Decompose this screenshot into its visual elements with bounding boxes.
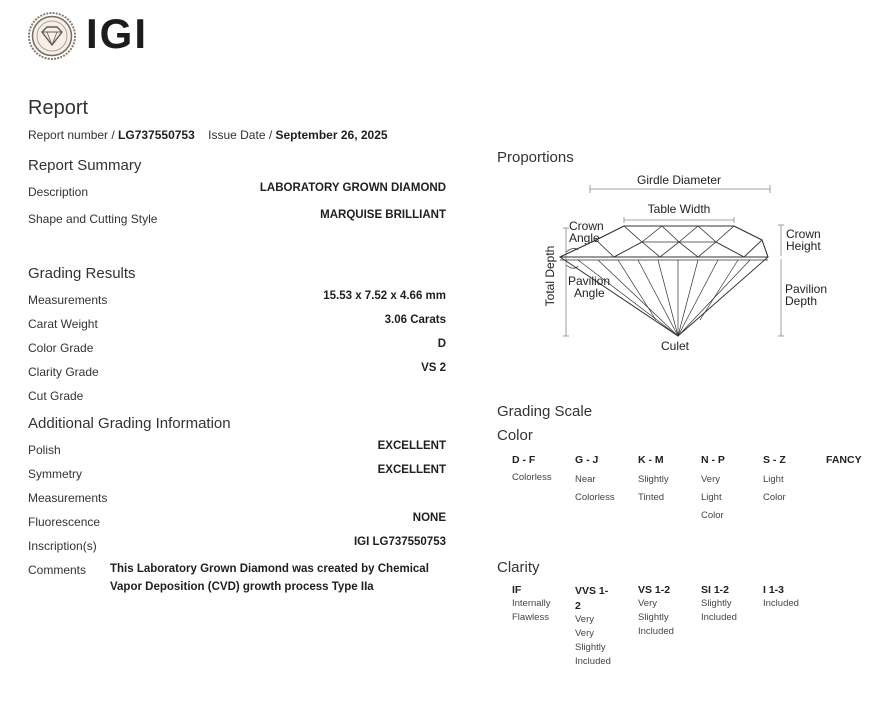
summary-heading: Report Summary [28,157,142,174]
color-grade-desc-line: Color [701,510,724,521]
color-grade-desc-line: Colorless [575,492,615,503]
comments-value [110,560,429,596]
summary-value: LABORATORY GROWN DIAMOND [259,182,446,194]
color-grade-desc-line: Very [701,474,721,485]
issue-date-label: Issue Date / [208,128,276,142]
clarity-grade-desc [763,597,799,611]
color-grade-desc [512,471,552,485]
clarity-grade-desc-line: Very [575,614,595,625]
summary-label: Shape and Cutting Style [28,212,158,226]
clarity-scale-heading: Clarity [497,559,540,576]
clarity-grade-desc-line: Included [763,598,799,609]
report-number: LG737550753 [118,128,195,142]
color-grade-desc [575,471,615,507]
grading-value: VS 2 [421,362,446,374]
additional-heading: Additional Grading Information [28,415,231,432]
color-grade-code: S - Z [763,454,786,466]
grading-scale-heading: Grading Scale [497,403,593,420]
total-depth-label: Total Depth [543,245,557,307]
color-grade-desc-line: Color [763,492,786,503]
pavilion-depth-label: Depth [785,294,818,308]
color-grade-code: K - M [638,454,664,466]
color-grade-desc-line: Light [701,492,722,503]
clarity-grade-desc-line: Very [575,628,595,639]
culet-label: Culet [660,339,690,353]
additional-label: Symmetry [28,467,82,481]
grading-label: Measurements [28,293,108,307]
report-number-label: Report number / [28,128,119,142]
grading-value: D [437,338,446,350]
grading-label: Clarity Grade [28,365,99,379]
color-grade-code: D - F [512,454,536,466]
additional-label: Fluorescence [28,515,101,529]
comments-label: Comments [28,563,87,577]
clarity-grade-desc-line: Included [701,612,737,623]
color-grade-desc [638,471,669,507]
clarity-grade-desc [575,613,611,669]
proportions-heading: Proportions [497,149,574,166]
clarity-grade-desc-line: Internally [512,598,551,609]
color-grade-desc-line: Near [575,474,596,485]
crown-height-label: Height [786,239,821,253]
clarity-grade-code: VS 1-2 [638,584,671,596]
clarity-grade-desc [512,597,551,625]
color-grade-desc [701,471,724,525]
additional-label: Measurements [28,491,108,505]
additional-value: EXCELLENT [377,464,446,476]
additional-value: EXCELLENT [377,440,446,452]
color-grade-code: FANCY [826,454,862,466]
proportions-diagram [538,170,828,360]
grading-heading: Grading Results [28,265,136,282]
clarity-grade-desc-line: Flawless [512,612,549,623]
grading-value: 3.06 Carats [384,314,446,326]
color-grade-desc-line: Colorless [512,472,552,483]
comments-line: This Laboratory Grown Diamond was created by Chemical [110,563,429,575]
clarity-grade-code: SI 1-2 [701,584,730,596]
crown-angle-label: Crown [569,219,604,233]
brand-logo-text: IGI [86,10,149,57]
issue-date: September 26, 2025 [275,128,388,142]
igi-seal-icon [28,12,76,60]
crown-height-label: Crown [786,227,821,241]
color-grade-desc-line: Tinted [638,492,665,503]
grading-label: Color Grade [28,341,94,355]
clarity-grade-desc [638,597,674,639]
additional-value: NONE [412,512,446,524]
comments-line: Vapor Deposition (CVD) growth process Type IIa [110,581,374,593]
clarity-grade-desc [701,597,737,625]
clarity-grade-code-line: VVS 1- [575,585,609,597]
clarity-grade-code-line: 2 [575,600,581,612]
pavilion-angle-label: Angle [574,286,605,300]
girdle-diameter-label: Girdle Diameter [636,173,722,187]
summary-label: Description [28,185,89,199]
color-grade-desc-line: Light [763,474,784,485]
clarity-grade-code: I 1-3 [763,584,785,596]
color-grade-code: N - P [701,454,725,466]
color-grade-desc [763,471,786,507]
clarity-grade-desc-line: Slightly [638,612,669,623]
crown-angle-label: Angle [569,231,600,245]
pavilion-angle-label: Pavilion [568,274,611,288]
additional-label: Inscription(s) [28,539,97,553]
clarity-grade-desc-line: Very [638,598,658,609]
clarity-grade-desc-line: Included [638,626,674,637]
grading-value: 15.53 x 7.52 x 4.66 mm [323,290,446,302]
color-grade-code: G - J [575,454,599,466]
grading-label: Cut Grade [28,389,84,403]
summary-value: MARQUISE BRILLIANT [320,209,446,221]
pavilion-depth-label: Pavilion [785,282,828,296]
report-title: Report [28,97,89,119]
clarity-grade-code: IF [512,584,522,596]
report-meta [28,128,388,142]
additional-value: IGI LG737550753 [353,536,446,548]
clarity-grade-desc-line: Slightly [575,642,606,653]
clarity-grade-code [575,584,608,614]
clarity-grade-desc-line: Included [575,656,611,667]
grading-label: Carat Weight [28,317,98,331]
additional-label: Polish [28,443,61,457]
color-scale-heading: Color [497,427,533,444]
clarity-grade-desc-line: Slightly [701,598,732,609]
color-grade-desc-line: Slightly [638,474,669,485]
table-width-label: Table Width [647,202,711,216]
